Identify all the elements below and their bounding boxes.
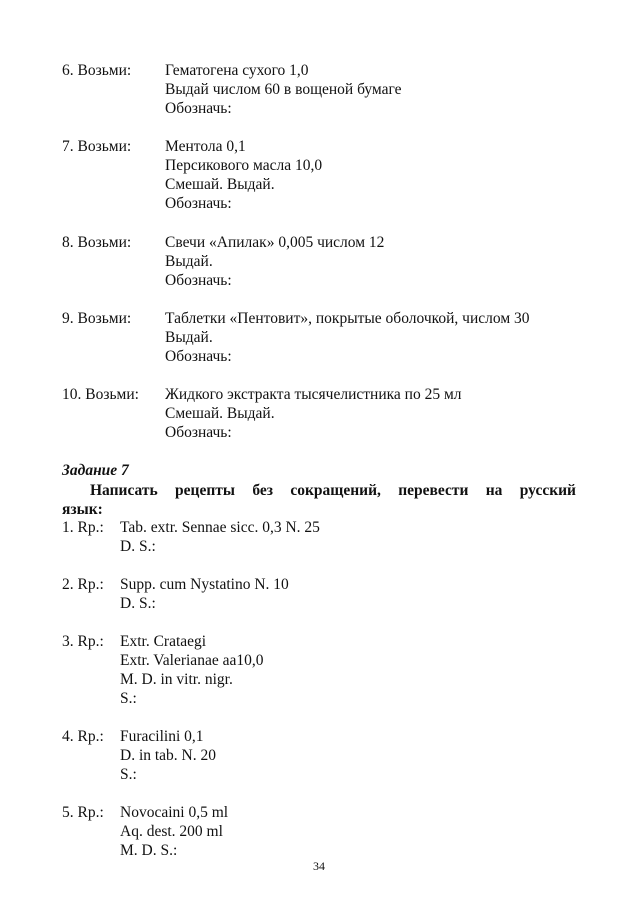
prescription-9-line: Выдай. — [165, 329, 213, 346]
rp-2-line: Supp. cum Nystatino N. 10 — [120, 576, 289, 593]
prescription-7-label: 7. Возьми: — [62, 138, 132, 155]
task-description — [62, 481, 576, 519]
prescription-6-line: Выдай числом 60 в вощеной бумаге — [165, 81, 402, 98]
prescription-8-label: 8. Возьми: — [62, 234, 132, 251]
prescription-10-line: Обозначь: — [165, 424, 232, 441]
prescription-9-label: 9. Возьми: — [62, 310, 132, 327]
prescription-6-line: Гематогена сухого 1,0 — [165, 62, 309, 79]
rp-4-line: Furacilini 0,1 — [120, 728, 204, 745]
rp-2-label: 2. Rp.: — [62, 576, 104, 593]
prescription-7-line: Персикового масла 10,0 — [165, 157, 323, 174]
rp-3-line: Extr. Valerianae aa10,0 — [120, 652, 264, 669]
rp-5-line: Novocaini 0,5 ml — [120, 804, 229, 821]
task-description-line: язык: — [62, 501, 103, 518]
rp-1-line: Tab. extr. Sennae sicc. 0,3 N. 25 — [120, 519, 320, 536]
prescription-9-line: Таблетки «Пентовит», покрытые оболочкой, числом 30 — [165, 310, 530, 327]
rp-5-line: M. D. S.: — [120, 842, 178, 859]
task-description-line: Написать рецепты без сокращений, перевести на русский — [90, 482, 576, 499]
task-title: Задание 7 — [62, 462, 129, 479]
prescription-7-line: Обозначь: — [165, 195, 232, 212]
prescription-8-line: Выдай. — [165, 253, 213, 270]
prescription-6-label: 6. Возьми: — [62, 62, 132, 79]
rp-3-line: Extr. Crataegi — [120, 633, 207, 650]
prescription-10-label: 10. Возьми: — [62, 386, 139, 403]
prescription-7-line: Смешай. Выдай. — [165, 176, 275, 193]
page-number: 34 — [313, 859, 325, 873]
rp-1-label: 1. Rp.: — [62, 519, 104, 536]
prescription-10-line: Жидкого экстракта тысячелистника по 25 мл — [165, 386, 462, 403]
prescription-8-line: Обозначь: — [165, 272, 232, 289]
rp-3-line: S.: — [120, 690, 137, 707]
rp-5-line: Aq. dest. 200 ml — [120, 823, 223, 840]
rp-4-label: 4. Rp.: — [62, 728, 104, 745]
rp-2-line: D. S.: — [120, 595, 156, 612]
prescription-7-line: Ментола 0,1 — [165, 138, 246, 155]
rp-5-label: 5. Rp.: — [62, 804, 104, 821]
prescription-8-line: Свечи «Апилак» 0,005 числом 12 — [165, 234, 385, 251]
prescription-6-line: Обозначь: — [165, 100, 232, 117]
rp-4-line: S.: — [120, 766, 137, 783]
rp-3-label: 3. Rp.: — [62, 633, 104, 650]
rp-4-line: D. in tab. N. 20 — [120, 747, 217, 764]
prescription-10-line: Смешай. Выдай. — [165, 405, 275, 422]
rp-1-line: D. S.: — [120, 538, 156, 555]
prescription-9-line: Обозначь: — [165, 348, 232, 365]
rp-3-line: M. D. in vitr. nigr. — [120, 671, 233, 688]
